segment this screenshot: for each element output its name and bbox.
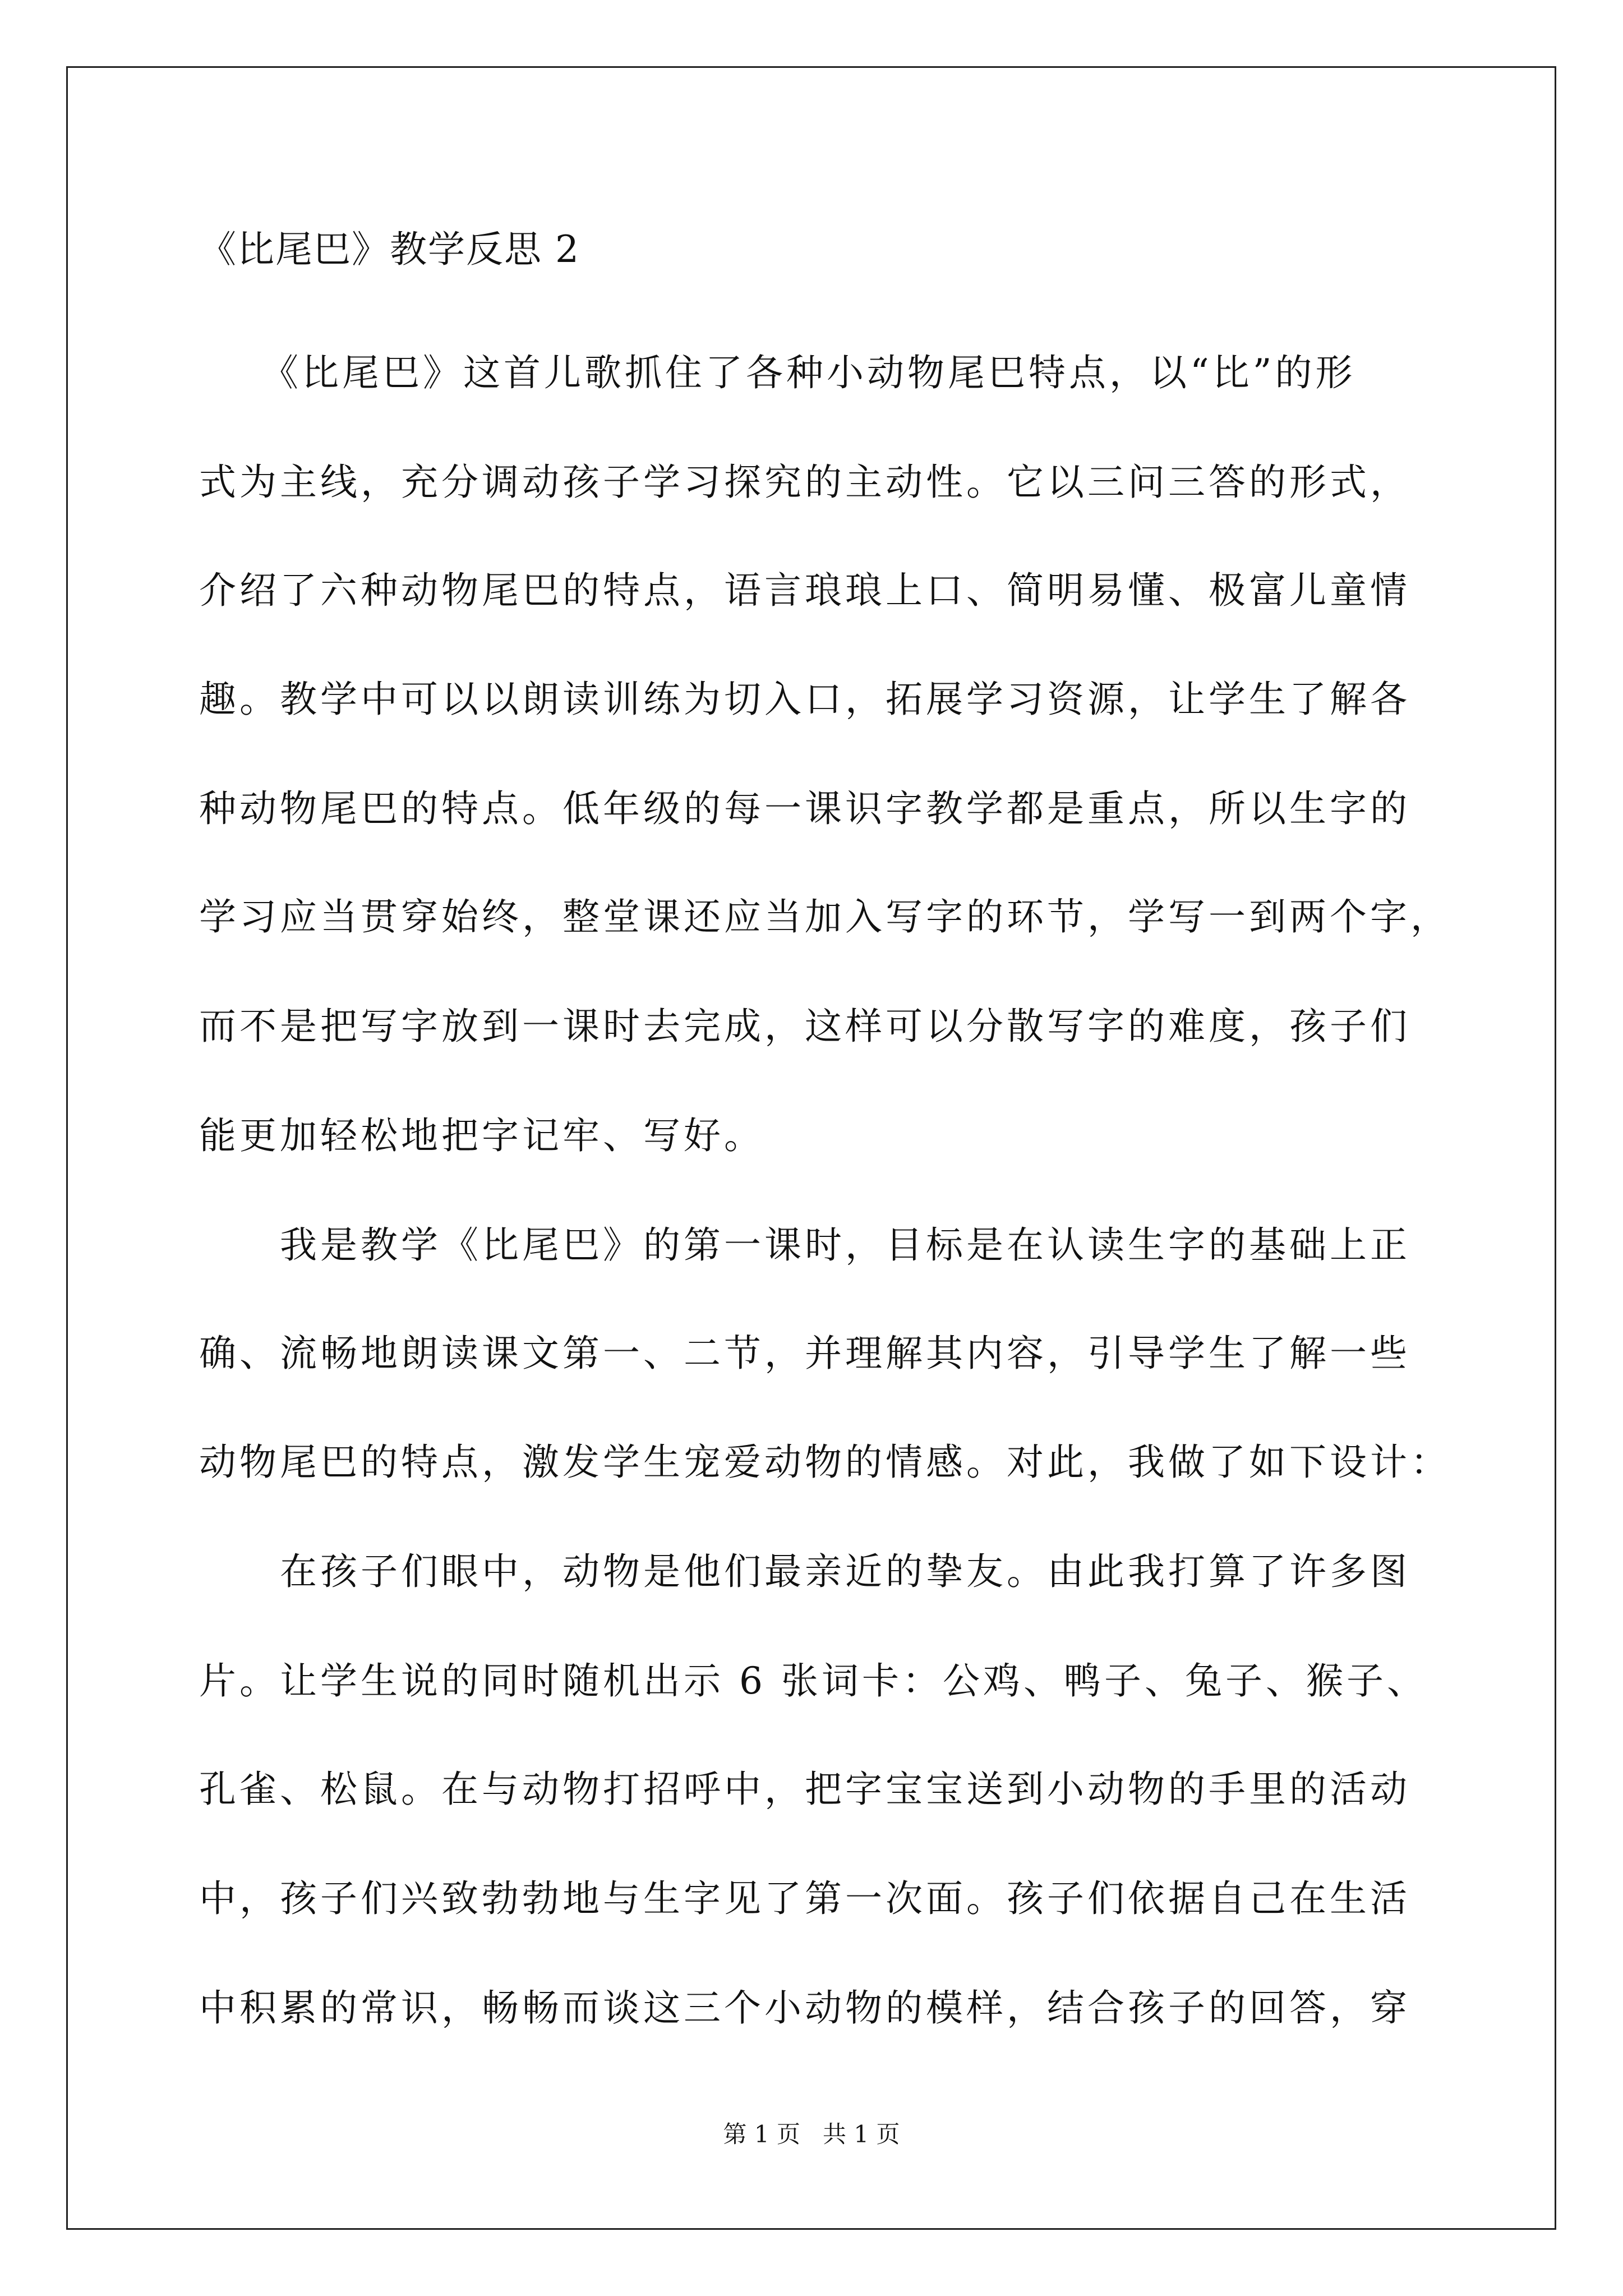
body-line-8: 能更加轻松地把字记牢、写好。 xyxy=(199,1114,764,1157)
body-line-2: 式为主线，充分调动孩子学习探究的主动性。它以三问三答的形式， xyxy=(199,461,1410,504)
body-line-3: 介绍了六种动物尾巴的特点，语言琅琅上口、简明易懂、极富儿童情 xyxy=(199,569,1410,612)
body-line-14: 孔雀、松鼠。在与动物打招呼中，把字宝宝送到小动物的手里的活动 xyxy=(199,1768,1410,1811)
body-line-13: 片。让学生说的同时随机出示 6 张词卡：公鸡、鸭子、兔子、猴子、 xyxy=(199,1659,1427,1703)
page-footer: 第 1 页 共 1 页 xyxy=(723,2120,900,2148)
body-line-5: 种动物尾巴的特点。低年级的每一课识字教学都是重点，所以生字的 xyxy=(199,787,1410,830)
body-line-1: 《比尾巴》这首儿歌抓住了各种小动物尾巴特点，以“比”的形 xyxy=(199,351,1356,394)
body-line-10: 确、流畅地朗读课文第一、二节，并理解其内容，引导学生了解一些 xyxy=(199,1332,1410,1375)
document-title: 《比尾巴》教学反思 2 xyxy=(199,228,580,271)
body-line-15: 中，孩子们兴致勃勃地与生字见了第一次面。孩子们依据自己在生活 xyxy=(199,1877,1410,1920)
body-line-6: 学习应当贯穿始终，整堂课还应当加入写字的环节，学写一到两个字， xyxy=(199,895,1451,938)
body-line-9: 我是教学《比尾巴》的第一课时，目标是在认读生字的基础上正 xyxy=(199,1223,1410,1267)
body-line-16: 中积累的常识，畅畅而谈这三个小动物的模样，结合孩子的回答，穿 xyxy=(199,1986,1410,2030)
body-line-7: 而不是把写字放到一课时去完成，这样可以分散写字的难度，孩子们 xyxy=(199,1005,1410,1048)
body-line-11: 动物尾巴的特点，激发学生宠爱动物的情感。对此，我做了如下设计： xyxy=(199,1441,1451,1484)
body-line-4: 趣。教学中可以以朗读训练为切入口，拓展学习资源，让学生了解各 xyxy=(199,678,1410,721)
body-line-12: 在孩子们眼中，动物是他们最亲近的挚友。由此我打算了许多图 xyxy=(199,1550,1410,1593)
